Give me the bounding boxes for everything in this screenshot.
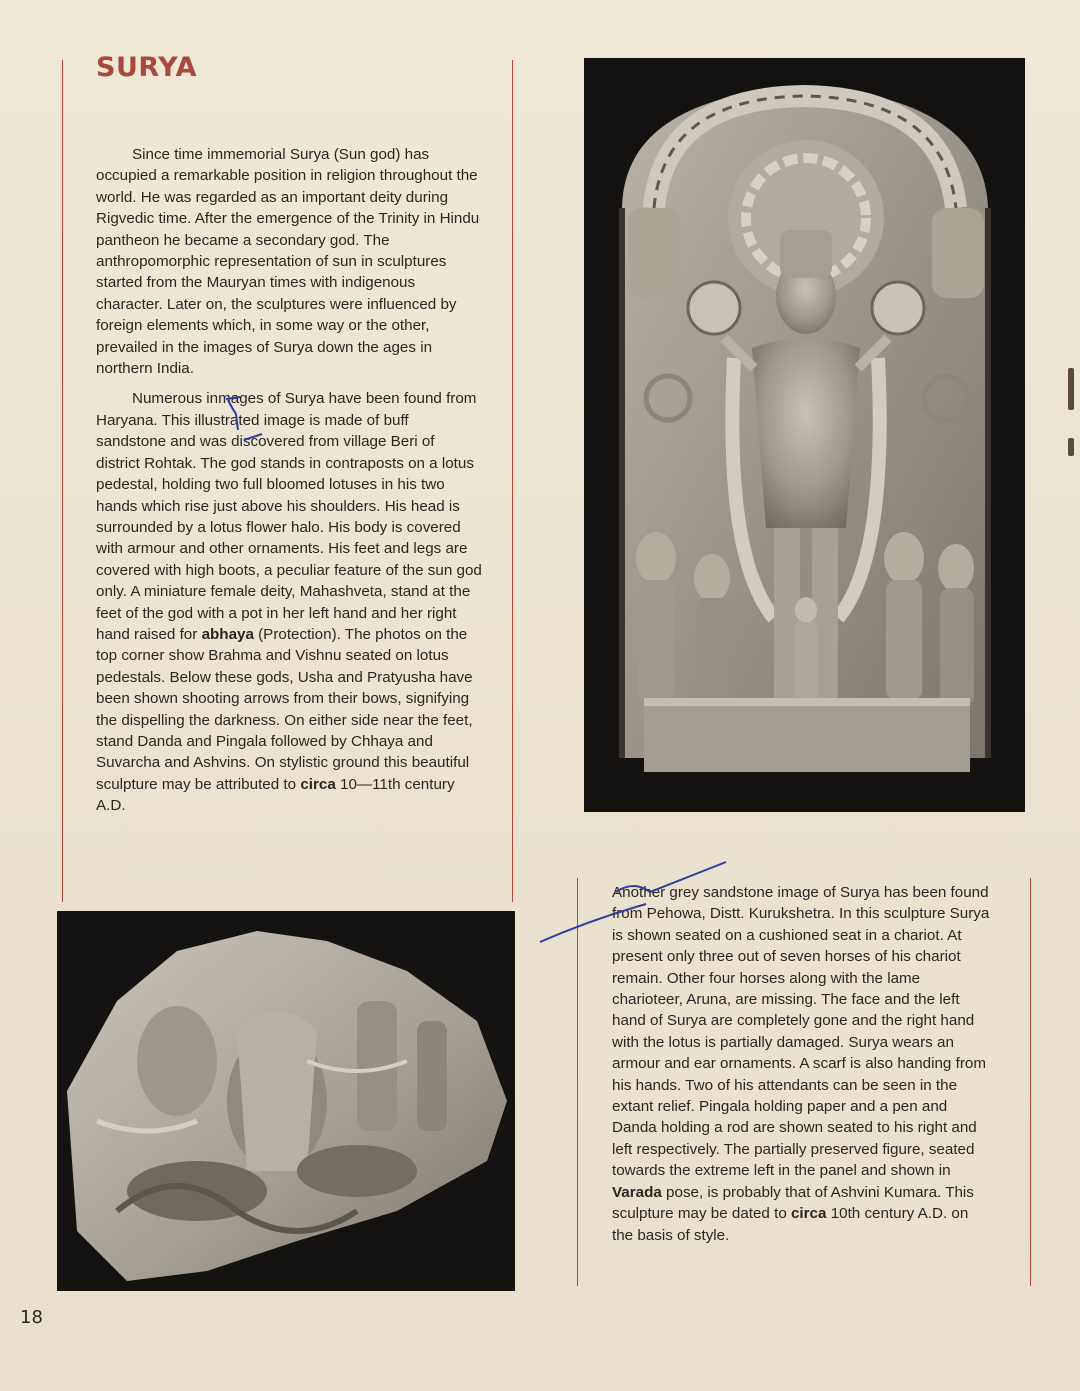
lower-left-rule [577, 878, 578, 1286]
article-two-text-mid: pose, is probably that of Ashvini Kumara. This sculpture may be dated to [612, 1183, 974, 1223]
term-abhaya: abhaya [201, 625, 254, 643]
article-two-text-start: Another grey sandstone image of Surya has been found from Pehowa, Distt. Kurukshetra. In this sculpture Surya is shown seated on a cushioned seat in a chariot. At present only three out of seven horses of his chariot remain. Other four horses along with the lame charioteer, Aruna, are missing. The face and the left hand of Surya are completely gone and the right hand with the lotus is partially damaged. Surya wears an armour and ear ornaments. A scarf is also handing from his hands. Two of his attendants can be seen in the extant relief. Pingala holding paper and a pen and Danda holding a rod are shown seated to his right and left respectively. The partially preserved figure, seated towards the extreme left in the panel and shown in [612, 884, 990, 1180]
article-two-text-end: 10th century A.D. on the basis of style. [612, 1205, 969, 1244]
page-title: SURYA [96, 52, 198, 83]
article-one-paragraph-2-text: Numerous inmages of Surya have been found from Haryana. This illustrated image is made of buff sandstone and was discovered from village Beri of district Rohtak. The god stands in contraposts on a lotus pedestal, holding two full bloomed lotuses in his two hands which rise just above his shoulders. His head is surrounded by a lotus flower halo. His body is covered with armour and other ornaments. His feet and legs are covered with high boots, a peculiar feature of the sun god only. A miniature female deity, Mahashveta, stand at the feet of the god with a pot in her left hand and her right hand raised for [96, 390, 482, 643]
article-two-paragraph [612, 882, 992, 1246]
page-number: 18 [20, 1307, 43, 1328]
article-one-paragraph-1: Since time immemorial Surya (Sun god) has occupied a remarkable position in religion throughout the world. He was regarded as an important deity during Rigvedic time. After the emergence of the Trinity in Hindu pantheon he became a secondary god. The anthropomorphic representation of sun in sculptures started from the Mauryan times with indigenous character. Later on, the sculptures were influenced by foreign elements which, in some way or the other, prevailed in the images of Surya down the ages in northern India. [96, 146, 480, 378]
article-one-paragraph-2 [96, 388, 482, 816]
article-one-column [96, 144, 482, 826]
article-one-paragraph-2-cont: (Protection). The photos on the top corner show Brahma and Vishnu seated on lotus pedestals. Below these gods, Usha and Pratyusha have been shown shooting arrows from their bows, signifying the dispelling the darkness. On either side near the feet, stand Danda and Pingala followed by Chhaya and Suvarcha and Ashvins. On stylistic ground this beautiful sculpture may be attributed to [96, 625, 473, 793]
left-margin-rule [62, 60, 63, 902]
article-two-column [612, 882, 992, 1255]
standing-surya-photo [584, 58, 1025, 812]
edge-mark-1 [1068, 368, 1074, 410]
seated-surya-relief-photo [57, 911, 515, 1291]
term-circa-2: circa [790, 1205, 827, 1223]
term-varada: Varada [612, 1183, 662, 1201]
center-column-rule [512, 60, 513, 902]
term-circa: circa [300, 775, 336, 793]
edge-mark-2 [1068, 438, 1074, 456]
lower-right-rule [1030, 878, 1031, 1286]
article-one-paragraph-2-end: 10—11th century A.D. [96, 775, 455, 815]
